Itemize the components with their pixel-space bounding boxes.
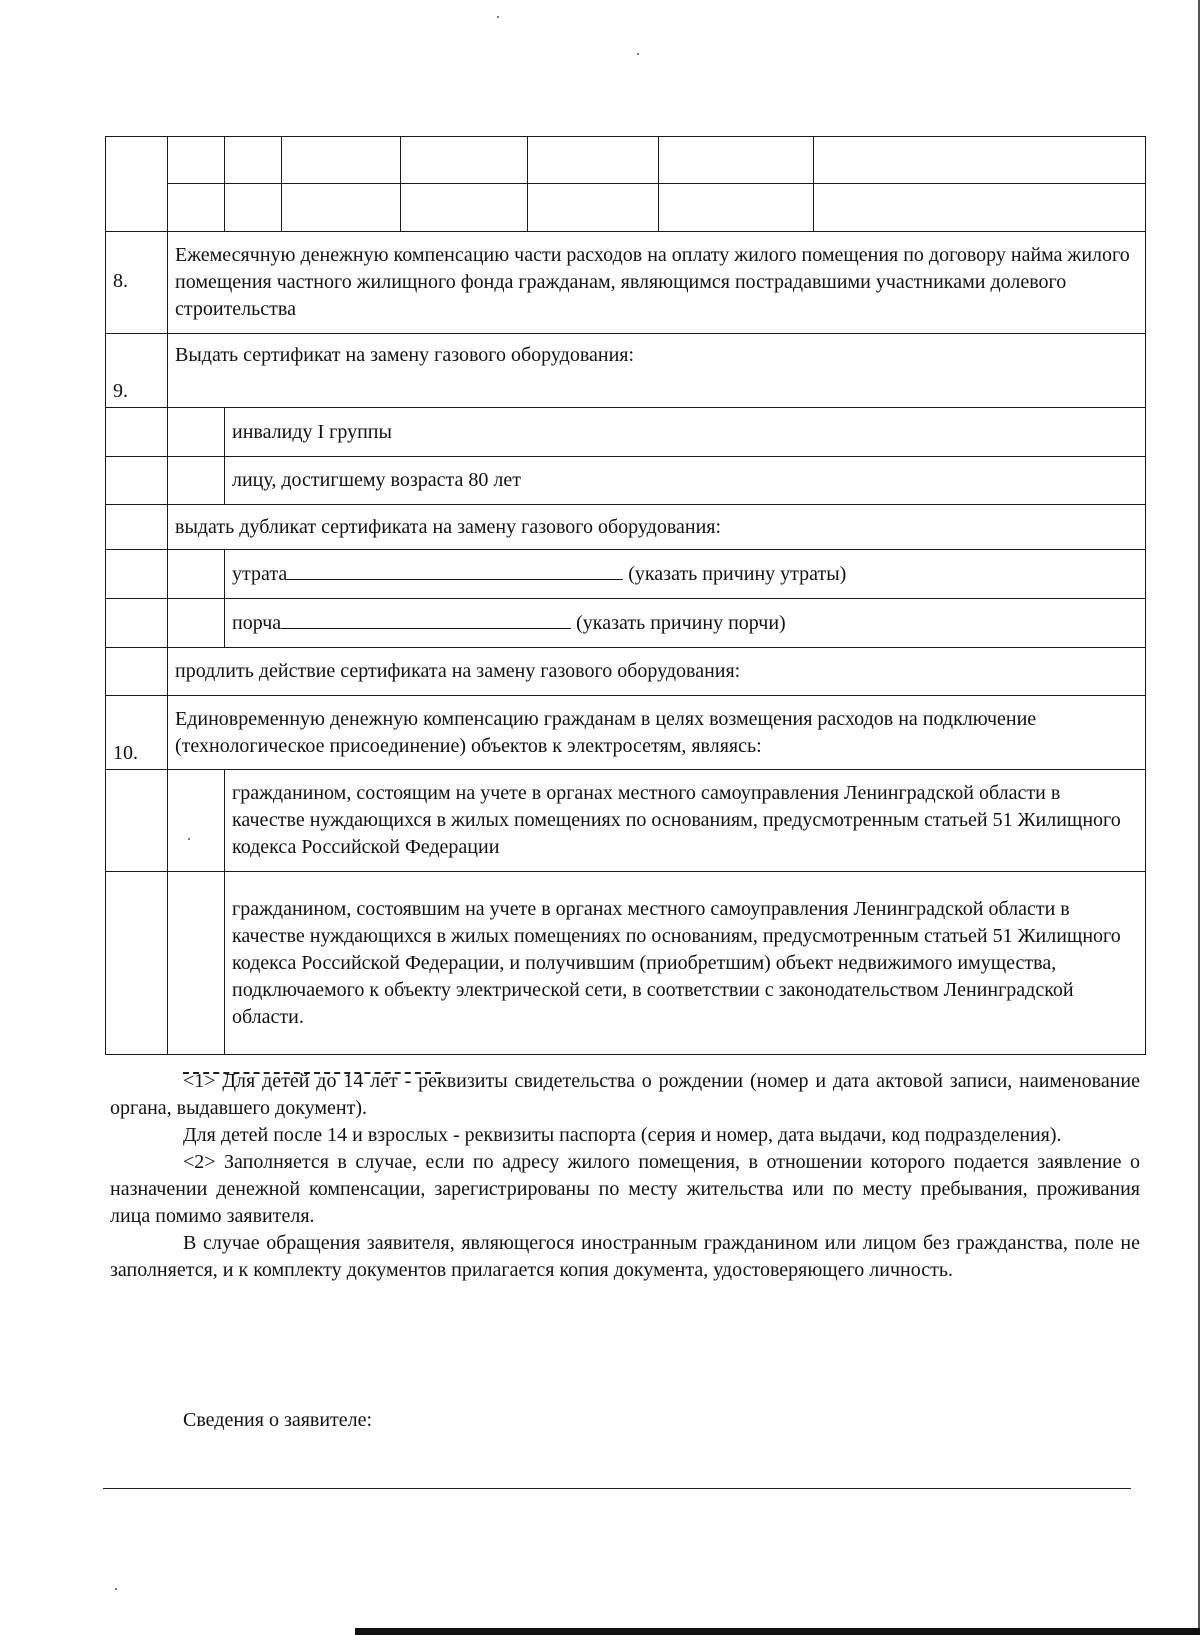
duplicate-heading: выдать дубликат сертификата на замену газового оборудования: xyxy=(168,505,1146,550)
checkbox-cell[interactable] xyxy=(168,550,225,599)
checkbox-cell[interactable] xyxy=(168,872,225,1055)
applicant-heading: Сведения о заявителе: xyxy=(183,1409,373,1431)
footnotes xyxy=(110,1068,1140,1284)
checkbox-cell[interactable] xyxy=(168,408,225,457)
option-row xyxy=(106,599,1146,648)
empty-row-1 xyxy=(106,137,1146,184)
empty-number-cell xyxy=(106,770,168,872)
option-row xyxy=(106,457,1146,505)
footnote-2-foreign: В случае обращения заявителя, являющегося иностранным гражданином или лицом без гражданства, поле не заполняется, и к комплекту документов прилагается копия документа, удостоверяющего личность. xyxy=(110,1232,1140,1281)
empty-number-cell xyxy=(106,550,168,599)
row-number: 9. xyxy=(106,334,168,408)
checkbox-cell[interactable] xyxy=(168,457,225,505)
applicant-info-line[interactable] xyxy=(103,1488,1131,1489)
footnote-1: <1> Для детей до 14 лет - реквизиты свидетельства о рождении (номер и дата актовой записи, наименование органа, выдавшего документ). xyxy=(110,1070,1140,1119)
loss-hint: (указать причину утраты) xyxy=(628,562,847,585)
scan-speck xyxy=(637,53,639,55)
scan-speck xyxy=(115,1588,117,1590)
empty-number-cell xyxy=(106,137,168,232)
empty-number-cell xyxy=(106,457,168,505)
empty-cell[interactable] xyxy=(814,137,1146,184)
checkbox-cell[interactable] xyxy=(168,599,225,648)
option-row xyxy=(106,770,1146,872)
empty-number-cell xyxy=(106,872,168,1055)
scan-speck xyxy=(497,16,499,18)
option-registered-citizen: гражданином, состоящим на учете в органах местного самоуправления Ленинградской области в качестве нуждающихся в жилых помещениях по основаниям, предусмотренным статьей 51 Жилищного кодекса Российской Федерации xyxy=(225,770,1146,872)
empty-number-cell xyxy=(106,505,168,550)
empty-number-cell xyxy=(106,648,168,696)
services-table xyxy=(105,136,1146,1055)
empty-cell[interactable] xyxy=(282,184,401,232)
empty-number-cell xyxy=(106,408,168,457)
damage-label: порча xyxy=(232,611,282,634)
footnote-1-adult: Для детей после 14 и взрослых - реквизиты паспорта (серия и номер, дата выдачи, код подразделения). xyxy=(183,1124,1062,1146)
option-age-80: лицу, достигшему возраста 80 лет xyxy=(225,457,1146,505)
row-number: 8. xyxy=(106,232,168,334)
option-row xyxy=(106,550,1146,599)
extend-heading: продлить действие сертификата на замену газового оборудования: xyxy=(168,648,1146,696)
checkbox-cell[interactable] xyxy=(168,770,225,872)
empty-cell[interactable] xyxy=(528,137,659,184)
footnote-2: <2> Заполняется в случае, если по адресу жилого помещения, в отношении которого подается заявление о назначении денежной компенсации, зарегистрированы по месту жительства или по месту пребывания, проживания лица помимо заявителя. xyxy=(110,1151,1140,1227)
loss-option xyxy=(225,550,1146,599)
damage-hint: (указать причину порчи) xyxy=(576,611,786,634)
damage-reason-field[interactable] xyxy=(281,610,571,629)
row-number: 10. xyxy=(106,696,168,770)
row-10 xyxy=(106,696,1146,770)
row-9 xyxy=(106,334,1146,408)
row-10-text: Единовременную денежную компенсацию гражданам в целях возмещения расходов на подключение (технологическое присоединение) объектов к электросетям, являясь: xyxy=(168,696,1146,770)
row-8-text: Ежемесячную денежную компенсацию части расходов на оплату жилого помещения по договору найма жилого помещения частного жилищного фонда гражданам, являющимся пострадавшими участниками долевого строительства xyxy=(168,232,1146,334)
row-8 xyxy=(106,232,1146,334)
damage-option xyxy=(225,599,1146,648)
empty-cell[interactable] xyxy=(401,184,528,232)
empty-row-2 xyxy=(106,184,1146,232)
empty-cell[interactable] xyxy=(528,184,659,232)
option-former-registered-citizen: гражданином, состоявшим на учете в органах местного самоуправления Ленинградской области в качестве нуждающихся в жилых помещениях по основаниям, предусмотренным статьей 51 Жилищного кодекса Российской Федерации, и получившим (приобретшим) объект недвижимого имущества, подключаемого к объекту электрической сети, в соответствии с законодательством Ленинградской области. xyxy=(225,872,1146,1055)
row-9-text: Выдать сертификат на замену газового оборудования: xyxy=(168,334,1146,408)
option-disabled-group-1: инвалиду I группы xyxy=(225,408,1146,457)
empty-cell[interactable] xyxy=(225,137,282,184)
empty-cell[interactable] xyxy=(168,137,225,184)
scan-edge-bar xyxy=(355,1628,1200,1635)
empty-cell[interactable] xyxy=(659,184,814,232)
empty-cell[interactable] xyxy=(401,137,528,184)
extend-row xyxy=(106,648,1146,696)
empty-number-cell xyxy=(106,599,168,648)
empty-cell[interactable] xyxy=(225,184,282,232)
empty-cell[interactable] xyxy=(659,137,814,184)
option-row xyxy=(106,872,1146,1055)
empty-cell[interactable] xyxy=(168,184,225,232)
empty-cell[interactable] xyxy=(814,184,1146,232)
option-row xyxy=(106,408,1146,457)
scan-speck xyxy=(188,838,190,840)
loss-reason-field[interactable] xyxy=(287,561,623,580)
empty-cell[interactable] xyxy=(282,137,401,184)
duplicate-row xyxy=(106,505,1146,550)
loss-label: утрата xyxy=(232,562,288,585)
